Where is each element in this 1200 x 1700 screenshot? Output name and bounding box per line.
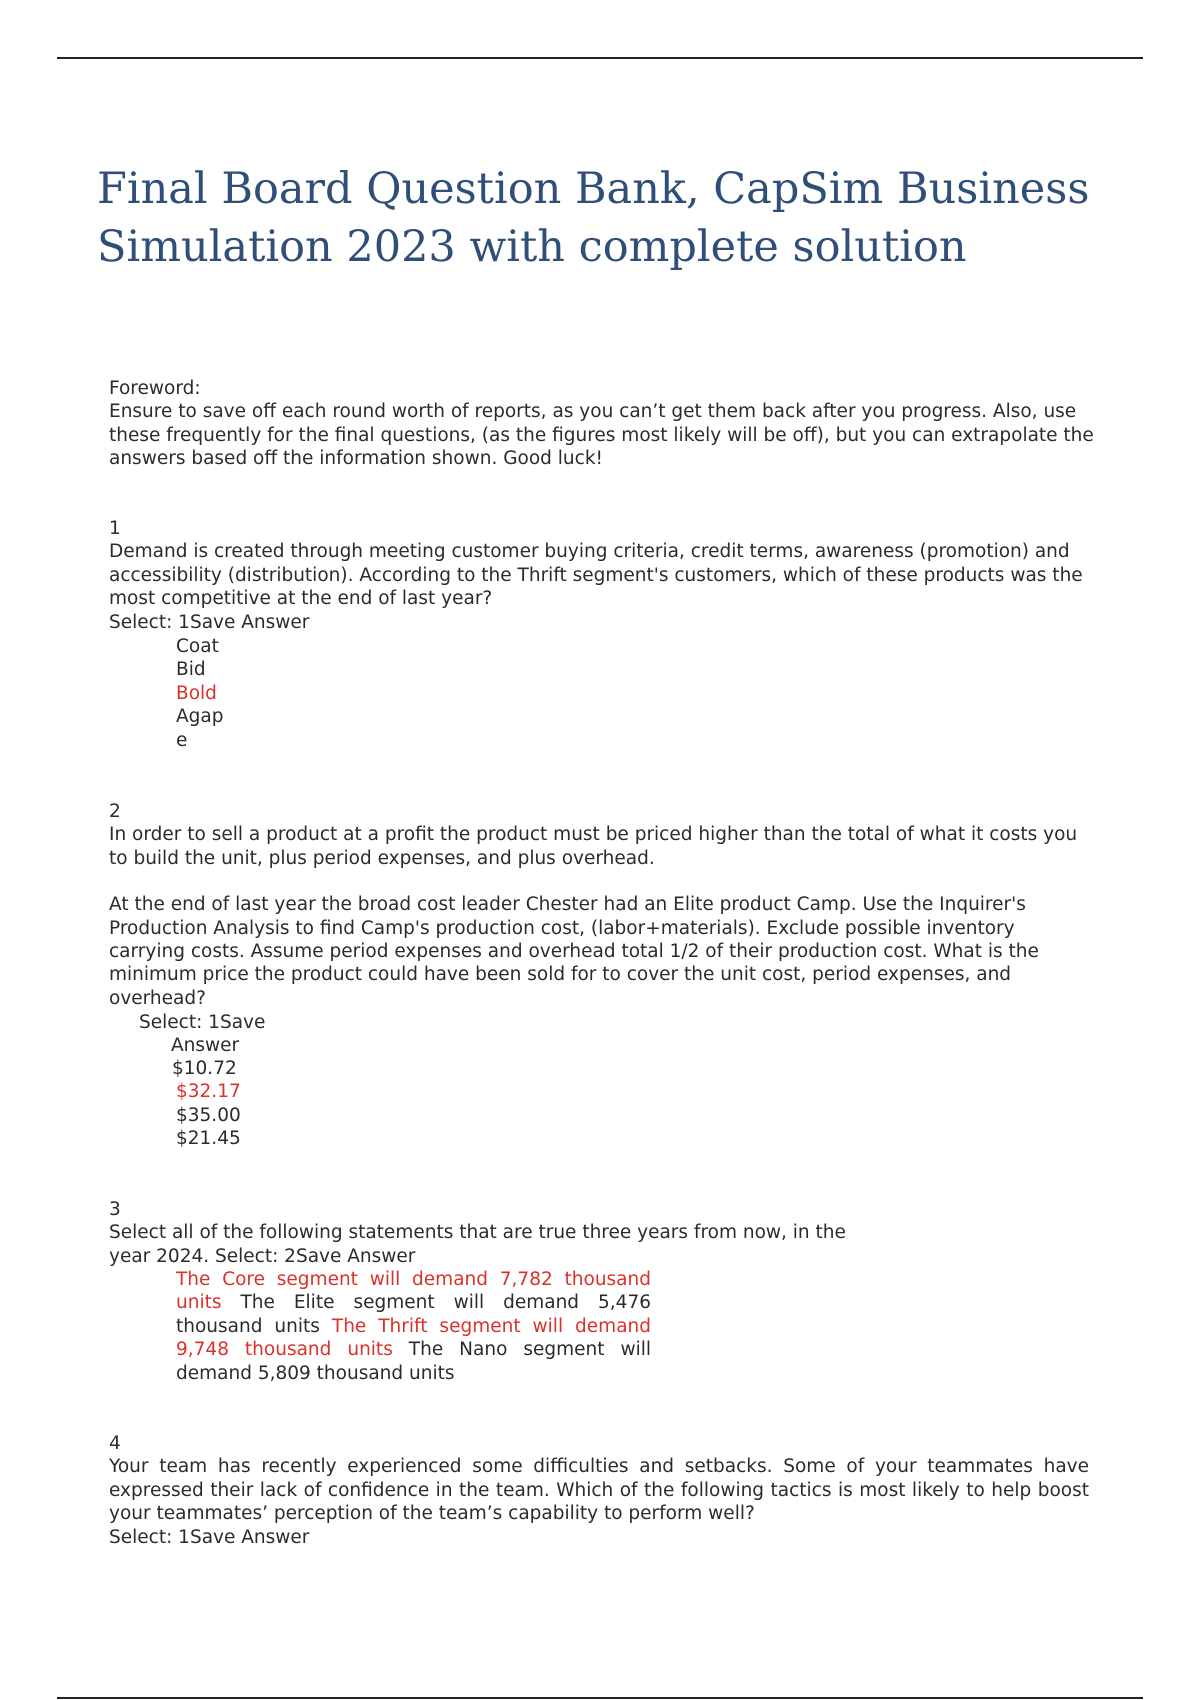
- question-text: Demand is created through meeting customer buying criteria, credit terms, awareness (promotion) and accessibility (distribution). According to the Thrift segment's customers, which of these products was the most competitive at the end of last year?: [109, 541, 1083, 610]
- top-rule: [57, 57, 1143, 59]
- answer-option-correct[interactable]: Bold: [176, 682, 217, 704]
- question-number: 2: [109, 801, 121, 822]
- question-2: [109, 800, 1094, 1010]
- answer-option-correct[interactable]: $32.17: [176, 1081, 241, 1103]
- question-4: [109, 1432, 1089, 1549]
- answer-option[interactable]: e: [176, 729, 188, 751]
- answer-option[interactable]: Coat: [176, 636, 219, 657]
- question-3: [109, 1198, 879, 1268]
- question-1: [109, 517, 1094, 634]
- question-2-options: [172, 1057, 241, 1151]
- question-3-options: [176, 1268, 651, 1385]
- answer-option[interactable]: $21.45: [176, 1128, 241, 1150]
- question-1-options: [176, 635, 223, 752]
- foreword: [109, 377, 1094, 471]
- question-text: Select all of the following statements that are true three years from now, in the year 2024. Select: 2Save Answer: [109, 1222, 846, 1267]
- foreword-heading: Foreword:: [109, 378, 201, 399]
- bottom-rule: [57, 1697, 1143, 1699]
- answer-label: Answer: [171, 1035, 240, 1056]
- document-title: Final Board Question Bank, CapSim Business Simulation 2023 with complete solution: [97, 164, 1090, 272]
- question-number: 1: [109, 518, 121, 539]
- answer-option-correct[interactable]: The Core segment will demand 7,782 thousand units: [176, 1269, 651, 1314]
- select-instruction: Select: 1Save: [139, 1012, 266, 1033]
- question-number: 4: [109, 1433, 121, 1454]
- question-text: Your team has recently experienced some difficulties and setbacks. Some of your teammates have expressed their lack of confidence in the team. Which of the following tactics is most likely to help boost your teammates’ perception of the team’s capability to perform well?: [109, 1456, 1089, 1525]
- select-instruction: Select: 1Save Answer: [109, 1526, 310, 1548]
- answer-option[interactable]: The Elite segment will demand 5,476 thousand units: [176, 1292, 651, 1337]
- question-number: 3: [109, 1199, 121, 1220]
- select-instruction: Select: 1Save Answer: [109, 611, 310, 633]
- answer-option[interactable]: The Nano segment will demand 5,809 thousand units: [176, 1339, 651, 1384]
- question-text: In order to sell a product at a profit the product must be priced higher than the total of what it costs you to build the unit, plus period expenses, and plus overhead.: [109, 824, 1078, 869]
- answer-option-correct[interactable]: The Thrift segment will demand 9,748 thousand units: [176, 1315, 651, 1361]
- question-text: At the end of last year the broad cost leader Chester had an Elite product Camp. Use the Inquirer's Production Analysis to find Camp's production cost, (labor+materials). Exclude possible inventory carrying costs. Assume period expenses and overhead total 1/2 of their production cost. What is the minimum price the product could have been sold for to cover the unit cost, period expenses, and overhead?: [109, 894, 1039, 1009]
- answer-option[interactable]: $10.72: [172, 1058, 237, 1079]
- answer-option[interactable]: Agap: [176, 706, 224, 728]
- foreword-text: Ensure to save off each round worth of reports, as you can’t get them back after you progress. Also, use these frequently for the final questions, (as the figures most likely will be off), but you can extrapolate the answers based off the information shown. Good luck!: [109, 401, 1094, 470]
- answer-option[interactable]: Bid: [176, 659, 206, 681]
- answer-option[interactable]: $35.00: [176, 1104, 241, 1126]
